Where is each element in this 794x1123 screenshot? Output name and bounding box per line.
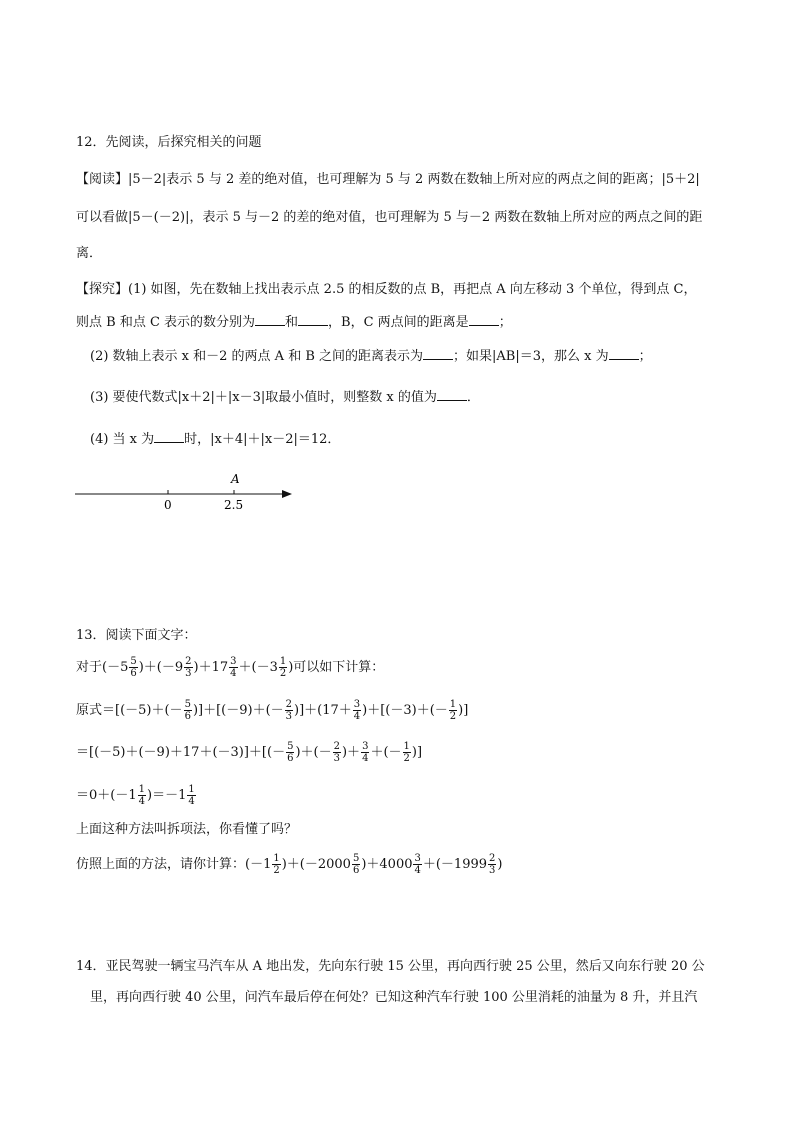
fraction: $\frac{3}{4}$ xyxy=(362,741,369,764)
q13-line4: ＝0＋(－1 $\frac{1}{4}$ )＝－1 $\frac{1}{4}$ xyxy=(76,784,195,807)
fraction: $\frac{2}{3}$ xyxy=(185,656,192,679)
answer-blank[interactable] xyxy=(298,313,328,326)
q12-part2: (2) 数轴上表示 x 和－2 的两点 A 和 B 之间的距离表示为 ；如果|AB|＝3，那么 x 为 ； xyxy=(90,349,652,364)
fraction: $\frac{5}{6}$ xyxy=(352,853,360,876)
fraction: $\frac{1}{2}$ xyxy=(273,853,280,876)
fraction: $\frac{3}{4}$ xyxy=(230,656,237,679)
q13-line2: 原式＝[(－5)＋(－ $\frac{5}{6}$ )]＋[(－9)＋(－ $\frac{2}{3}$ )]＋(17＋ $\frac{3}{4}$ )＋[(－3)＋(－ $\frac{1}{2}$ )] xyxy=(76,699,469,722)
q13-line1: 对于(－5 $\frac{5}{6}$ )＋(－9 $\frac{2}{3}$ )＋17 $\frac{3}{4}$ ＋(－3 $\frac{1}{2}$ )可以如下计算： xyxy=(76,656,385,679)
q12-read-line2: 可以看做|5－(－2)|，表示 5 与－2 的差的绝对值，也可理解为 5 与－2 两数在数轴上所对应的两点之间的距 xyxy=(76,210,703,225)
fraction: $\frac{2}{3}$ xyxy=(285,699,293,722)
q12-read-line1: 【阅读】|5－2|表示 5 与 2 差的绝对值，也可理解为 5 与 2 两数在数轴上所对应的两点之间的距离；|5＋2| xyxy=(76,172,700,187)
q12-explore-line2: 则点 B 和点 C 表示的数分别为 和 ，B，C 两点间的距离是 ； xyxy=(76,315,512,330)
point-a-label: A xyxy=(231,472,240,486)
fraction: $\frac{1}{2}$ xyxy=(279,656,287,679)
fraction: $\frac{5}{6}$ xyxy=(287,741,294,764)
fraction: $\frac{3}{4}$ xyxy=(353,699,361,722)
answer-blank[interactable] xyxy=(423,347,453,360)
fraction: $\frac{2}{3}$ xyxy=(489,853,496,876)
q12-explore-line1: 【探究】(1) 如图，先在数轴上找出表示点 2.5 的相反数的点 B，再把点 A 向左移动 3 个单位，得到点 C， xyxy=(76,282,697,297)
fraction: $\frac{1}{2}$ xyxy=(403,741,410,764)
answer-blank[interactable] xyxy=(154,430,184,443)
q13-title: 13．阅读下面文字： xyxy=(76,628,197,643)
fraction: $\frac{5}{6}$ xyxy=(184,699,191,722)
tick-label-value: 2.5 xyxy=(224,498,244,512)
q12-part3: (3) 要使代数式|x＋2|＋|x－3|取最小值时，则整数 x 的值为 ． xyxy=(90,390,480,405)
fraction: $\frac{2}{3}$ xyxy=(333,741,340,764)
q14-line2: 里，再向西行驶 40 公里，问汽车最后停在何处？已知这种汽车行驶 100 公里消耗的油量为 8 升，并且汽 xyxy=(90,990,698,1005)
fraction: $\frac{1}{4}$ xyxy=(138,784,145,807)
tick-label-zero: 0 xyxy=(164,498,172,512)
q13-line3: ＝[(－5)＋(－9)＋17＋(－3)]＋[(－ $\frac{5}{6}$ )＋(－ $\frac{2}{3}$ )＋ $\frac{3}{4}$ ＋(－ $\frac{1}{2}$ )] xyxy=(76,741,423,764)
q13-task: 仿照上面的方法，请你计算：(－1 $\frac{1}{2}$ )＋(－2000 $\frac{5}{6}$ )＋4000 $\frac{3}{4}$ ＋(－1999 $\frac{2}{3}$ ) xyxy=(76,853,503,876)
answer-blank[interactable] xyxy=(609,347,639,360)
q12-title: 12．先阅读，后探究相关的问题 xyxy=(76,135,262,150)
fraction: $\frac{1}{2}$ xyxy=(449,699,457,722)
answer-blank[interactable] xyxy=(255,313,285,326)
q14-line1: 14．亚民驾驶一辆宝马汽车从 A 地出发，先向东行驶 15 公里，再向西行驶 25 公里，然后又向东行驶 20 公 xyxy=(76,959,705,974)
q12-read-line3: 离． xyxy=(76,246,103,261)
answer-blank[interactable] xyxy=(469,313,499,326)
number-line-arrow xyxy=(282,490,292,498)
fraction: $\frac{5}{6}$ xyxy=(130,656,137,679)
fraction: $\frac{1}{4}$ xyxy=(188,784,195,807)
answer-blank[interactable] xyxy=(437,388,467,401)
q13-note: 上面这种方法叫拆项法，你看懂了吗？ xyxy=(76,822,298,837)
q12-part4: (4) 当 x 为 时，|x＋4|＋|x－2|＝12． xyxy=(90,432,341,447)
fraction: $\frac{3}{4}$ xyxy=(414,853,421,876)
number-line-figure xyxy=(70,465,310,525)
